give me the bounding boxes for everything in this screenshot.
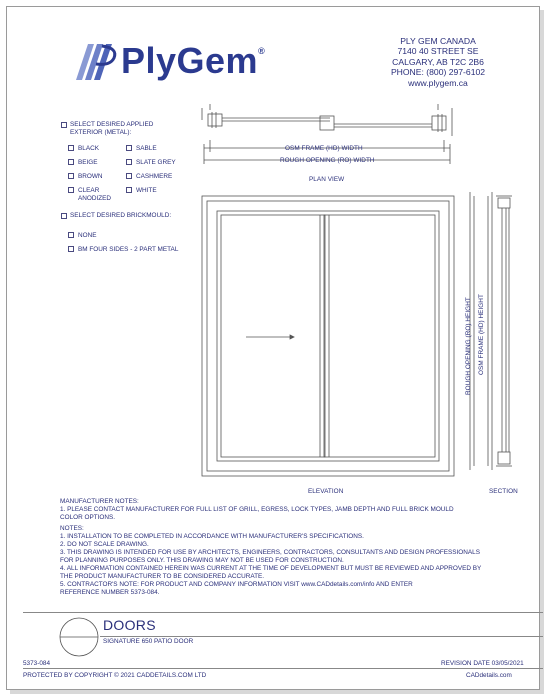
none-checkbox[interactable] [68,232,74,238]
brown-label: BROWN [78,173,103,180]
white-checkbox[interactable] [126,187,132,193]
title-block-divider [23,612,543,613]
address-line: PLY GEM CANADA [400,36,476,46]
osm-height-label: OSM FRAME (HD) HEIGHT [478,294,485,375]
slate-grey-checkbox[interactable] [126,159,132,165]
note-line: 2. DO NOT SCALE DRAWING. [60,541,149,548]
revision-date: REVISION DATE 03/05/2021 [441,660,524,667]
sable-checkbox[interactable] [126,145,132,151]
sheet-shadow-bottom [10,690,544,694]
black-label: BLACK [78,145,99,152]
note-line: 3. THIS DRAWING IS INTENDED FOR USE BY ARCHITECTS, ENGINEERS, CONTRACTORS, CONSULTANTS AND DESIGN PROFESSIONALS [60,549,480,556]
brand-name: PlyGem® [121,40,266,81]
beige-label: BEIGE [78,159,98,166]
copyright-notice: PROTECTED BY COPYRIGHT © 2021 CADDETAILS.COM LTD [23,672,207,679]
cashmere-checkbox[interactable] [126,173,132,179]
address-line: 7140 40 STREET SE [397,46,479,57]
sheet-shadow-right [540,10,544,694]
cashmere-label: CASHMERE [136,173,173,180]
manufacturer-note-line: COLOR OPTIONS. [60,514,116,521]
clear-anodized-checkbox[interactable] [68,187,74,193]
notes-heading: NOTES: [60,525,84,532]
footer-divider [23,668,543,669]
address-line: PHONE: (800) 297-6102 [390,67,486,78]
doc-number: 5373-084 [23,660,51,667]
category-title: DOORS [103,617,156,633]
note-line: 1. INSTALLATION TO BE COMPLETED IN ACCORDANCE WITH MANUFACTURER'S SPECIFICATIONS. [60,533,364,540]
slate-grey-label: SLATE GREY [136,159,176,166]
bm-four-sides-label: BM FOUR SIDES - 2 PART METAL [78,246,179,253]
none-label: NONE [78,232,97,239]
caddetails-link[interactable]: CADdetails.com [466,672,512,679]
product-name: SIGNATURE 650 PATIO DOOR [103,638,194,645]
brickmould-heading: SELECT DESIRED BRICKMOULD: [70,212,172,219]
white-label: WHITE [136,187,157,194]
black-checkbox[interactable] [68,145,74,151]
plan-view-label: PLAN VIEW [309,176,345,183]
osm-width-label: OSM FRAME (HD) WIDTH [285,145,363,152]
clear-label: CLEAR [78,187,100,194]
ro-height-label: ROUGH OPENING (RO) HEIGHT [465,297,472,395]
note-line: 5. CONTRACTOR'S NOTE: FOR PRODUCT AND COMPANY INFORMATION VISIT www.CADdetails.com/info AND ENTER [60,581,413,588]
sable-label: SABLE [136,145,157,152]
note-line: THE PRODUCT MANUFACTURER TO BE CONSIDERED ACCURATE. [60,573,265,580]
anodized-label: ANODIZED [78,195,112,202]
beige-checkbox[interactable] [68,159,74,165]
company-address [382,36,494,88]
manufacturer-notes [60,498,454,522]
ro-width-label: ROUGH OPENING (RO) WIDTH [280,157,375,164]
address-line: www.plygem.ca [408,77,468,88]
exterior-heading-line2: EXTERIOR (METAL): [70,129,132,136]
plygem-logo-icon [72,42,120,82]
title-underline [100,636,543,637]
elevation-label: ELEVATION [308,488,344,495]
bm-four-sides-checkbox[interactable] [68,246,74,252]
title-circle-icon [58,616,100,658]
note-line: FOR PLANNING PURPOSES ONLY. THIS DRAWING MAY NOT BE USED FOR CONSTRUCTION. [60,557,344,564]
address-line: CALGARY, AB T2C 2B6 [392,56,484,67]
exterior-heading-line1: SELECT DESIRED APPLIED [70,121,154,128]
manufacturer-note-line: 1. PLEASE CONTACT MANUFACTURER FOR FULL LIST OF GRILL, EGRESS, LOCK TYPES, JAMB DEPTH AND FULL BRICK MOULD [60,506,454,513]
manufacturer-notes-heading: MANUFACTURER NOTES: [60,498,139,505]
section-label: SECTION [489,488,518,495]
note-line: REFERENCE NUMBER 5373-084. [60,589,160,596]
elevation-drawing [196,190,466,490]
exterior-select-checkbox[interactable] [61,122,67,128]
note-line: 4. ALL INFORMATION CONTAINED HEREIN WAS CURRENT AT THE TIME OF DEVELOPMENT BUT MUST BE REVIEWED AND APPROVED BY [60,565,482,572]
general-notes [60,525,481,597]
brickmould-select-checkbox[interactable] [61,213,67,219]
brown-checkbox[interactable] [68,173,74,179]
